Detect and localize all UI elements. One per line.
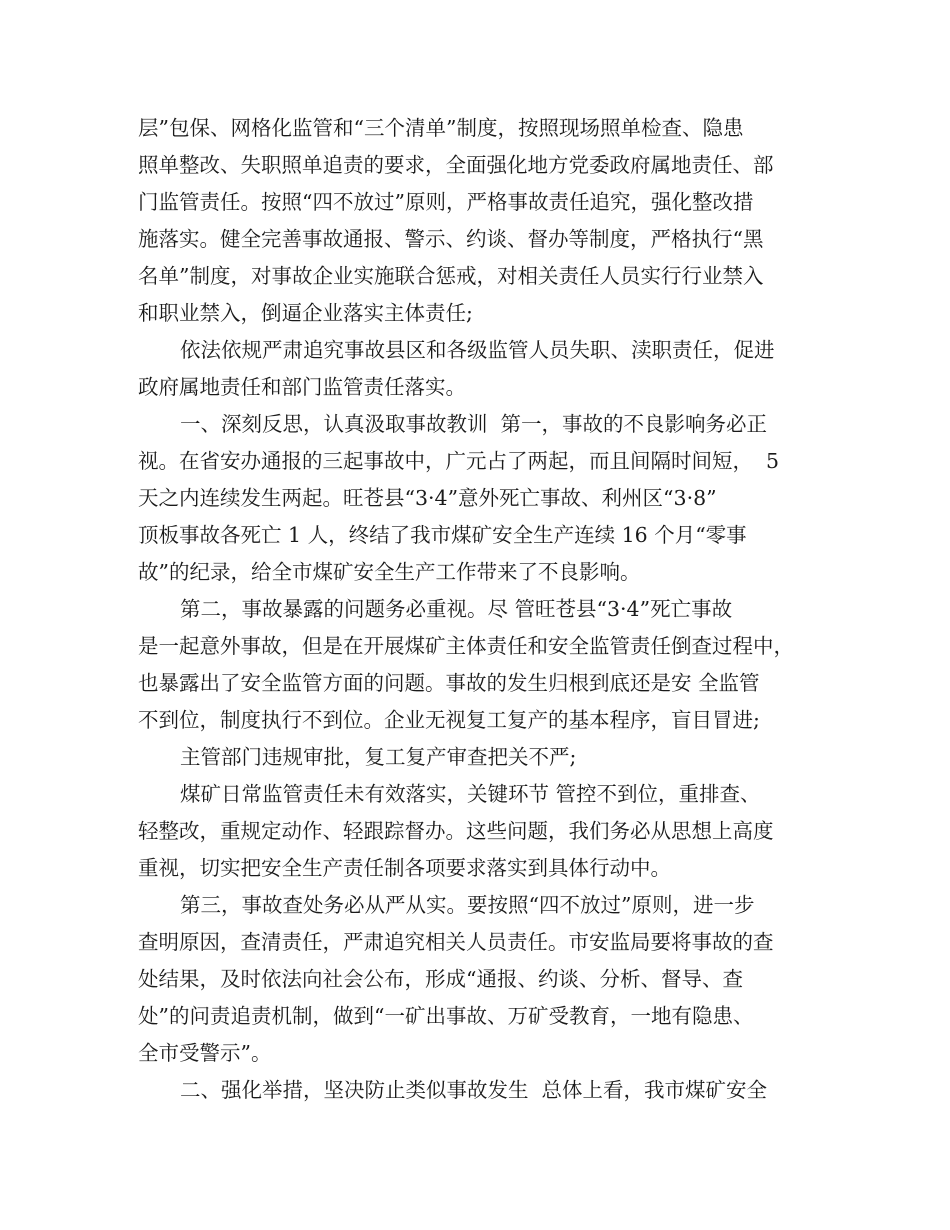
text-line: 故”的纪录，给全市煤矿安全生产工作带来了不良影响。 xyxy=(138,560,641,584)
text-line: 二、强化举措，坚决防止类似事故发生 总体上看，我市煤矿安全 xyxy=(180,1078,768,1102)
text-line: 施落实。健全完善事故通报、警示、约谈、督办等制度，严格执行“黑 xyxy=(138,227,764,251)
text-line: 是一起意外事故，但是在开展煤矿主体责任和安全监管责任倒查过程中， xyxy=(138,634,794,658)
text-line: 天之内连续发生两起。旺苍县“3·4”意外死亡事故、利州区“3·8” xyxy=(138,486,717,510)
text-line: 轻整改，重规定动作、轻跟踪督办。这些问题，我们务必从思想上高度 xyxy=(138,819,774,843)
text-line: 依法依规严肃追究事故县区和各级监管人员失职、渎职责任，促进 xyxy=(180,338,775,362)
text-line: 层”包保、网格化监管和“三个清单”制度，按照现场照单检查、隐患 xyxy=(138,116,744,140)
text-line: 主管部门违规审批，复工复产审查把关不严; xyxy=(180,745,577,769)
text-line: 处结果，及时依法向社会公布，形成“通报、约谈、分析、督导、查 xyxy=(138,967,743,991)
text-line: 煤矿日常监管责任未有效落实，关键环节 管控不到位，重排查、 xyxy=(180,782,761,806)
text-line: 顶板事故各死亡 1 人，终结了我市煤矿安全生产连续 16 个月“零事 xyxy=(138,523,747,547)
text-line: 名单”制度，对事故企业实施联合惩戒，对相关责任人员实行行业禁入 xyxy=(138,264,764,288)
text-line: 一、深刻反思，认真汲取事故教训 第一，事故的不良影响务必正 xyxy=(180,412,768,436)
text-line: 重视，切实把安全生产责任制各项要求落实到具体行动中。 xyxy=(138,856,671,880)
text-line: 照单整改、失职照单追责的要求，全面强化地方党委政府属地责任、部 xyxy=(138,153,774,177)
text-line: 第二，事故暴露的问题务必重视。尽 管旺苍县“3·4”死亡事故 xyxy=(180,597,733,621)
text-line: 不到位，制度执行不到位。企业无视复工复产的基本程序，盲目冒进; xyxy=(138,708,760,732)
text-line: 和职业禁入，倒逼企业落实主体责任; xyxy=(138,301,473,325)
text-line: 也暴露出了安全监管方面的问题。事故的发生归根到底还是安 全监管 xyxy=(138,671,760,695)
text-line: 处”的问责追责机制，做到“一矿出事故、万矿受教育，一地有隐患、 xyxy=(138,1004,754,1028)
text-line: 门监管责任。按照“四不放过”原则，严格事故责任追究，强化整改措 xyxy=(138,190,754,214)
text-line: 政府属地责任和部门监管责任落实。 xyxy=(138,375,466,399)
text-line: 视。在省安办通报的三起事故中，广元占了两起，而且间隔时间短， 5 xyxy=(138,449,780,473)
body-text xyxy=(138,110,818,1109)
text-line: 全市受警示”。 xyxy=(138,1041,272,1065)
text-line: 第三，事故查处务必从严从实。要按照“四不放过”原则，进一步 xyxy=(180,893,755,917)
text-line: 查明原因，查清责任，严肃追究相关人员责任。市安监局要将事故的查 xyxy=(138,930,774,954)
